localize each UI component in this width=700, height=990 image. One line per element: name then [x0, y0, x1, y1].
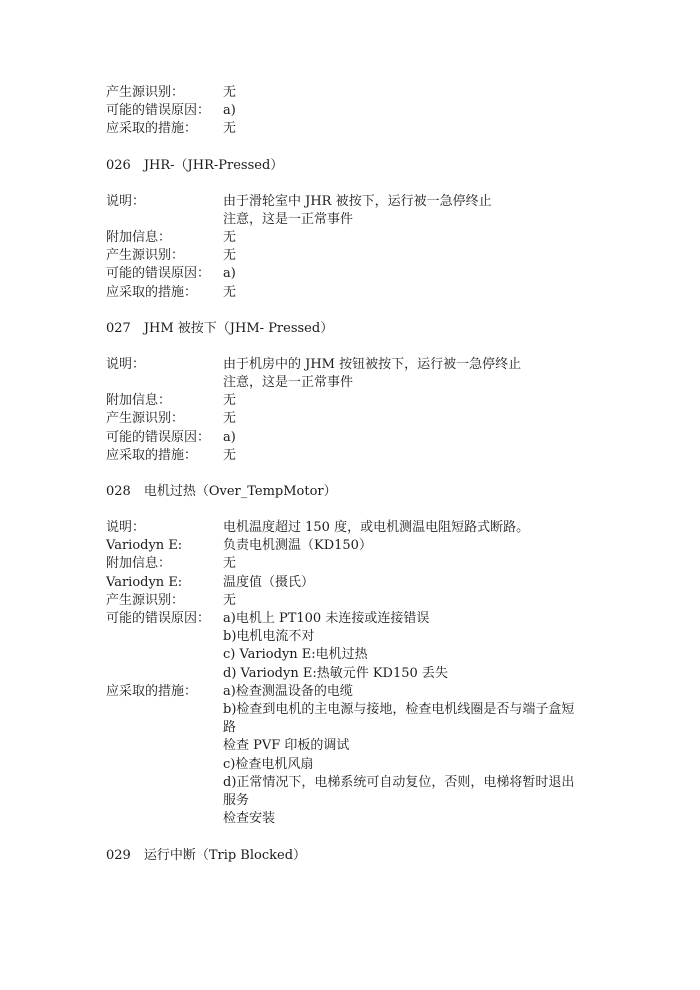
- field-value-line: 由于机房中的 JHM 按钮被按下，运行被一急停终止: [223, 356, 522, 372]
- field-row: [106, 247, 606, 265]
- field-label: 产生源识别：: [106, 248, 185, 264]
- field-value: [223, 555, 606, 573]
- field-row: [106, 102, 606, 120]
- field-row: [106, 519, 606, 537]
- field-value-line: b)检查到电机的主电源与接地，检查电机线圈是否与端子盒短: [223, 702, 575, 718]
- field-value: [223, 519, 606, 537]
- field-value: [223, 102, 606, 120]
- field-value-line: 无: [223, 85, 237, 100]
- field-value-line: 无: [223, 411, 237, 427]
- field-value: [223, 265, 606, 283]
- field-value-line: 无: [223, 447, 237, 463]
- spacer: [106, 465, 606, 483]
- field-row: [106, 193, 606, 229]
- field-value-line: d) Variodyn E:热敏元件 KD150 丢失: [223, 665, 448, 681]
- field-value-line: 温度值（摄氏）: [223, 574, 315, 590]
- continued-block: [106, 84, 606, 139]
- field-row: [106, 120, 606, 138]
- field-value-line: a): [223, 266, 236, 282]
- field-value: [223, 592, 606, 610]
- field-label: 附加信息：: [106, 393, 172, 409]
- field-row: [106, 574, 606, 592]
- field-value-line: d)正常情况下，电梯系统可自动复位，否则，电梯将暂时退出: [223, 774, 575, 790]
- field-label: 产生源识别：: [106, 592, 185, 608]
- field-value-line: 服务: [223, 793, 250, 809]
- field-value-line: c)检查电机风扇: [223, 756, 314, 772]
- field-value: [223, 392, 606, 410]
- field-label: 可能的错误原因：: [106, 103, 211, 119]
- field-row: [106, 392, 606, 410]
- field-value-line: 注意，这是一正常事件: [223, 211, 354, 227]
- field-value: [223, 356, 606, 392]
- field-value-line: 电机温度超过 150 度，或电机测温电阻短路式断路。: [223, 520, 530, 536]
- field-label: 应采取的措施：: [106, 447, 198, 463]
- field-label: 应采取的措施：: [106, 683, 198, 699]
- error-section: [106, 157, 606, 302]
- field-label: 说明：: [106, 193, 146, 209]
- field-value-line: a)检查测温设备的电缆: [223, 683, 353, 699]
- field-value: [223, 229, 606, 247]
- field-label: 产生源识别：: [106, 85, 185, 100]
- field-value-line: 检查安装: [223, 811, 276, 827]
- field-value-line: 注意，这是一正常事件: [223, 375, 354, 391]
- spacer: [106, 302, 606, 320]
- field-value: [223, 683, 606, 829]
- spacer: [106, 338, 606, 356]
- spacer: [106, 829, 606, 847]
- field-label: Variodyn E:: [106, 574, 183, 590]
- field-label: 可能的错误原因：: [106, 266, 211, 282]
- field-row: [106, 356, 606, 392]
- field-row: [106, 683, 606, 829]
- field-row: [106, 410, 606, 428]
- field-row: [106, 537, 606, 555]
- field-value: [223, 120, 606, 138]
- field-value: [223, 574, 606, 592]
- field-value-line: 无: [223, 230, 237, 246]
- error-section: [106, 847, 606, 865]
- section-heading: 027 JHM 被按下（JHM- Pressed）: [106, 320, 334, 336]
- spacer: [106, 139, 606, 157]
- document-body: [106, 84, 606, 865]
- field-label: 产生源识别：: [106, 411, 185, 427]
- field-value: [223, 84, 606, 102]
- spacer: [106, 175, 606, 193]
- field-value: [223, 284, 606, 302]
- field-value-line: a)电机上 PT100 未连接或连接错误: [223, 611, 430, 627]
- field-value: [223, 429, 606, 447]
- field-label: Variodyn E:: [106, 538, 183, 554]
- field-row: [106, 610, 606, 683]
- field-row: [106, 84, 606, 102]
- field-value-line: 无: [223, 284, 237, 300]
- field-value-line: a): [223, 429, 236, 445]
- section-heading: 029 运行中断（Trip Blocked）: [106, 847, 307, 863]
- field-label: 可能的错误原因：: [106, 429, 211, 445]
- field-row: [106, 592, 606, 610]
- spacer: [106, 501, 606, 519]
- field-value-line: 无: [223, 393, 237, 409]
- field-value-line: c) Variodyn E:电机过热: [223, 647, 368, 663]
- field-value-line: b)电机电流不对: [223, 629, 315, 645]
- field-label: 说明：: [106, 356, 146, 372]
- field-value-line: 检查 PVF 印板的调试: [223, 738, 350, 754]
- field-value: [223, 537, 606, 555]
- section-heading: 028 电机过热（Over_TempMotor）: [106, 484, 337, 500]
- field-label: 应采取的措施：: [106, 121, 198, 137]
- field-row: [106, 429, 606, 447]
- field-label: 说明：: [106, 520, 146, 536]
- section-heading: 026 JHR-（JHR-Pressed）: [106, 157, 284, 173]
- field-row: [106, 229, 606, 247]
- field-label: 可能的错误原因：: [106, 611, 211, 627]
- field-value-line: 由于滑轮室中 JHR 被按下，运行被一急停终止: [223, 193, 492, 209]
- field-label: 附加信息：: [106, 556, 172, 572]
- field-value: [223, 193, 606, 229]
- error-section: [106, 320, 606, 465]
- field-value-line: 无: [223, 121, 237, 137]
- field-value: [223, 247, 606, 265]
- error-section: [106, 483, 606, 828]
- field-row: [106, 447, 606, 465]
- field-value-line: 路: [223, 720, 237, 736]
- field-row: [106, 265, 606, 283]
- field-row: [106, 284, 606, 302]
- field-row: [106, 555, 606, 573]
- field-value: [223, 610, 606, 683]
- field-label: 附加信息：: [106, 230, 172, 246]
- field-value: [223, 447, 606, 465]
- field-value-line: 无: [223, 592, 237, 608]
- field-value-line: 负责电机测温（KD150）: [223, 538, 372, 554]
- field-value-line: 无: [223, 248, 237, 264]
- field-value: [223, 410, 606, 428]
- field-value-line: 无: [223, 556, 237, 572]
- field-value-line: a): [223, 103, 236, 119]
- field-label: 应采取的措施：: [106, 284, 198, 300]
